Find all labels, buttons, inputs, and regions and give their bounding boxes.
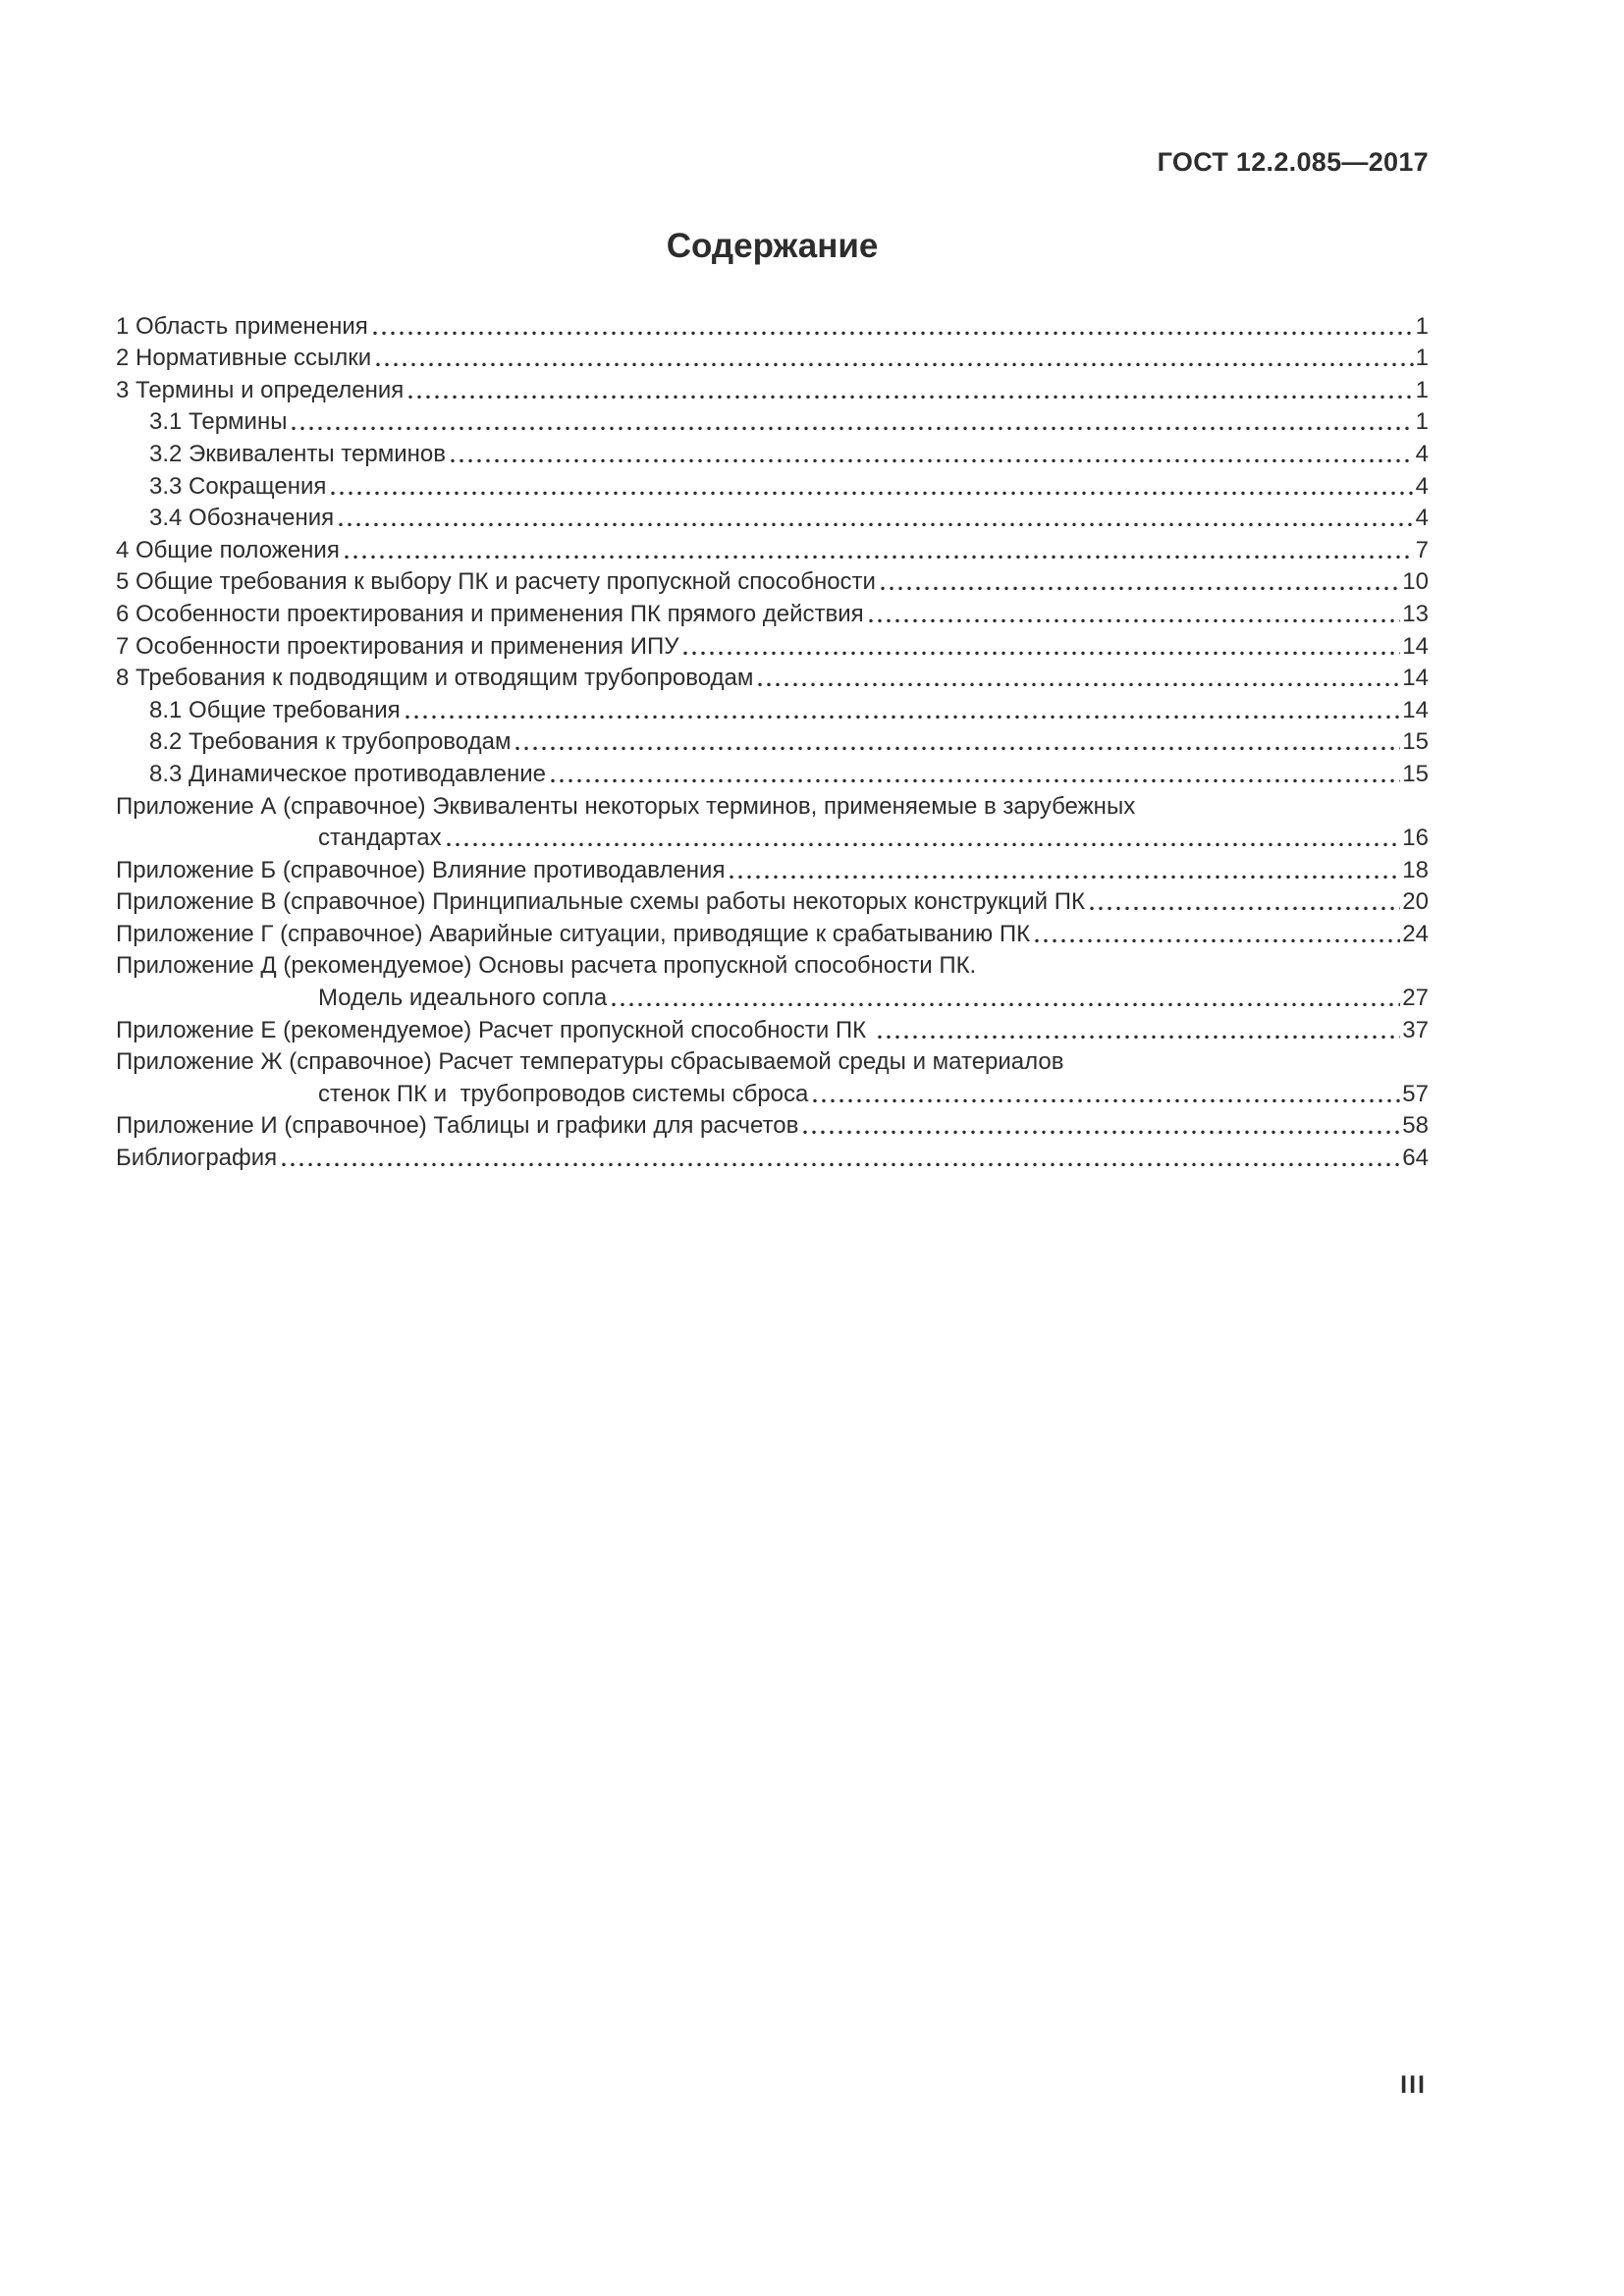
toc-dot-leader — [376, 362, 1413, 367]
toc-dot-leader — [803, 1130, 1400, 1135]
toc-dot-leader — [373, 331, 1414, 336]
toc-entry-text: стенок ПК и трубопроводов системы сброса — [318, 1080, 809, 1107]
toc-entry — [116, 372, 1429, 404]
toc-entry-page: 15 — [1402, 728, 1429, 756]
toc-entry-text: 8.2 Требования к трубопроводам — [149, 728, 512, 756]
toc-dot-leader — [683, 651, 1400, 656]
toc-entry-text: Приложение Г (справочное) Аварийные ситуации, приводящие к срабатыванию ПК — [116, 920, 1031, 947]
toc-entry-page: 64 — [1402, 1145, 1429, 1172]
toc-entry-text: Приложение Д (рекомендуемое) Основы расчета пропускной способности ПК. — [116, 952, 977, 980]
toc-entry-page: 14 — [1402, 696, 1429, 723]
toc-entry — [116, 628, 1429, 661]
toc-entry-text: Библиография — [116, 1145, 278, 1172]
toc-entry-text: Модель идеального сопла — [318, 985, 608, 1012]
toc-entry-text: Приложение А (справочное) Эквиваленты некоторых терминов, применяемые в зарубежных — [116, 792, 1136, 820]
toc-entry-text: 8.1 Общие требования — [149, 696, 401, 723]
toc-entry — [116, 980, 1429, 1012]
toc-entry — [116, 756, 1429, 788]
toc-dot-leader — [612, 1002, 1400, 1007]
toc-entry — [116, 1044, 1429, 1077]
toc-entry-page: 16 — [1402, 825, 1429, 852]
standard-designation: ГОСТ 12.2.085—2017 — [1157, 147, 1429, 177]
toc-entry — [116, 501, 1429, 533]
toc-entry-text: 3.3 Сокращения — [149, 472, 327, 500]
toc-entry — [116, 404, 1429, 437]
toc-entry-text: 4 Общие положения — [116, 536, 340, 563]
toc-dot-leader — [515, 746, 1400, 751]
toc-entry-page: 13 — [1402, 600, 1429, 627]
toc-dot-leader — [331, 491, 1413, 496]
toc-dot-leader — [1035, 938, 1400, 943]
toc-entry-text: Приложение В (справочное) Принципиальные схемы работы некоторых конструкций ПК — [116, 888, 1085, 916]
toc-entry — [116, 916, 1429, 948]
toc-entry-text: стандартах — [318, 825, 442, 852]
toc-entry — [116, 596, 1429, 628]
toc-entry-page: 37 — [1402, 1016, 1429, 1043]
toc-list — [116, 308, 1429, 1172]
toc-entry-page: 1 — [1415, 312, 1429, 340]
toc-entry — [116, 532, 1429, 564]
toc-entry — [116, 661, 1429, 693]
toc-entry-page: 7 — [1415, 536, 1429, 563]
toc-entry-text: Приложение И (справочное) Таблицы и графики для расчетов — [116, 1112, 799, 1140]
toc-entry-page: 14 — [1402, 665, 1429, 692]
toc-entry-page: 27 — [1402, 985, 1429, 1012]
toc-entry — [116, 1076, 1429, 1108]
toc-dot-leader — [339, 522, 1414, 527]
toc-entry-page: 1 — [1415, 376, 1429, 403]
toc-dot-leader — [878, 1035, 1400, 1040]
toc-entry-text: 2 Нормативные ссылки — [116, 345, 372, 372]
toc-entry-text: 5 Общие требования к выбору ПК и расчету пропускной способности — [116, 568, 876, 596]
toc-dot-leader — [282, 1162, 1400, 1167]
toc-entry-text: 7 Особенности проектирования и применения ИПУ — [116, 632, 679, 660]
toc-entry-page: 20 — [1402, 888, 1429, 916]
toc-entry — [116, 468, 1429, 501]
toc-entry — [116, 1108, 1429, 1141]
toc-entry-page: 10 — [1402, 568, 1429, 596]
toc-entry-page: 58 — [1402, 1112, 1429, 1140]
toc-entry-text: 3.4 Обозначения — [149, 505, 335, 532]
toc-dot-leader — [406, 715, 1401, 720]
toc-dot-leader — [345, 555, 1414, 560]
toc-entry-page: 24 — [1402, 920, 1429, 947]
toc-entry-page: 4 — [1415, 505, 1429, 532]
toc-entry — [116, 852, 1429, 884]
toc-entry-text: 1 Область применения — [116, 312, 368, 340]
toc-entry — [116, 884, 1429, 917]
toc-dot-leader — [408, 395, 1413, 400]
toc-entry — [116, 724, 1429, 757]
toc-dot-leader — [881, 586, 1400, 591]
footer-page-number: III — [1400, 2071, 1427, 2099]
toc-entry-text: 3.1 Термины — [149, 408, 288, 436]
toc-entry-text: 3 Термины и определения — [116, 376, 405, 403]
toc-dot-leader — [813, 1098, 1400, 1103]
toc-entry — [116, 1012, 1429, 1044]
toc-entry — [116, 948, 1429, 981]
toc-entry — [116, 341, 1429, 373]
toc-dot-leader — [1090, 906, 1400, 911]
toc-entry — [116, 564, 1429, 597]
toc-dot-leader — [869, 618, 1401, 623]
toc-dot-leader — [758, 682, 1400, 687]
toc-entry-page: 57 — [1402, 1080, 1429, 1107]
toc-entry-page: 1 — [1415, 345, 1429, 372]
toc-entry-page: 14 — [1402, 632, 1429, 660]
toc-entry — [116, 821, 1429, 853]
toc-dot-leader — [551, 778, 1400, 783]
toc-entry-text: Приложение Е (рекомендуемое) Расчет пропускной способности ПК — [116, 1016, 873, 1043]
page-title: Содержание — [666, 227, 879, 265]
toc-entry-text: Приложение Б (справочное) Влияние противодавления — [116, 856, 726, 883]
toc-entry-page: 18 — [1402, 856, 1429, 883]
toc-entry — [116, 308, 1429, 341]
toc-entry-text: 8 Требования к подводящим и отводящим трубопроводам — [116, 665, 754, 692]
toc-entry-page: 4 — [1415, 472, 1429, 500]
toc-entry-text: 6 Особенности проектирования и применения ПК прямого действия — [116, 600, 864, 627]
toc-entry — [116, 436, 1429, 468]
toc-entry-page: 1 — [1415, 408, 1429, 436]
toc-dot-leader — [292, 426, 1413, 431]
toc-entry-page: 15 — [1402, 760, 1429, 787]
toc-entry — [116, 788, 1429, 821]
toc-dot-leader — [447, 842, 1401, 847]
toc-entry-text: 8.3 Динамическое противодавление — [149, 760, 546, 787]
toc-dot-leader — [451, 458, 1414, 463]
toc-entry-text: Приложение Ж (справочное) Расчет температуры сбрасываемой среды и материалов — [116, 1048, 1064, 1076]
toc-entry — [116, 692, 1429, 724]
toc-entry — [116, 1140, 1429, 1172]
toc-entry-text: 3.2 Эквиваленты терминов — [149, 440, 446, 467]
toc-entry-page: 4 — [1415, 440, 1429, 467]
toc-dot-leader — [730, 875, 1400, 880]
